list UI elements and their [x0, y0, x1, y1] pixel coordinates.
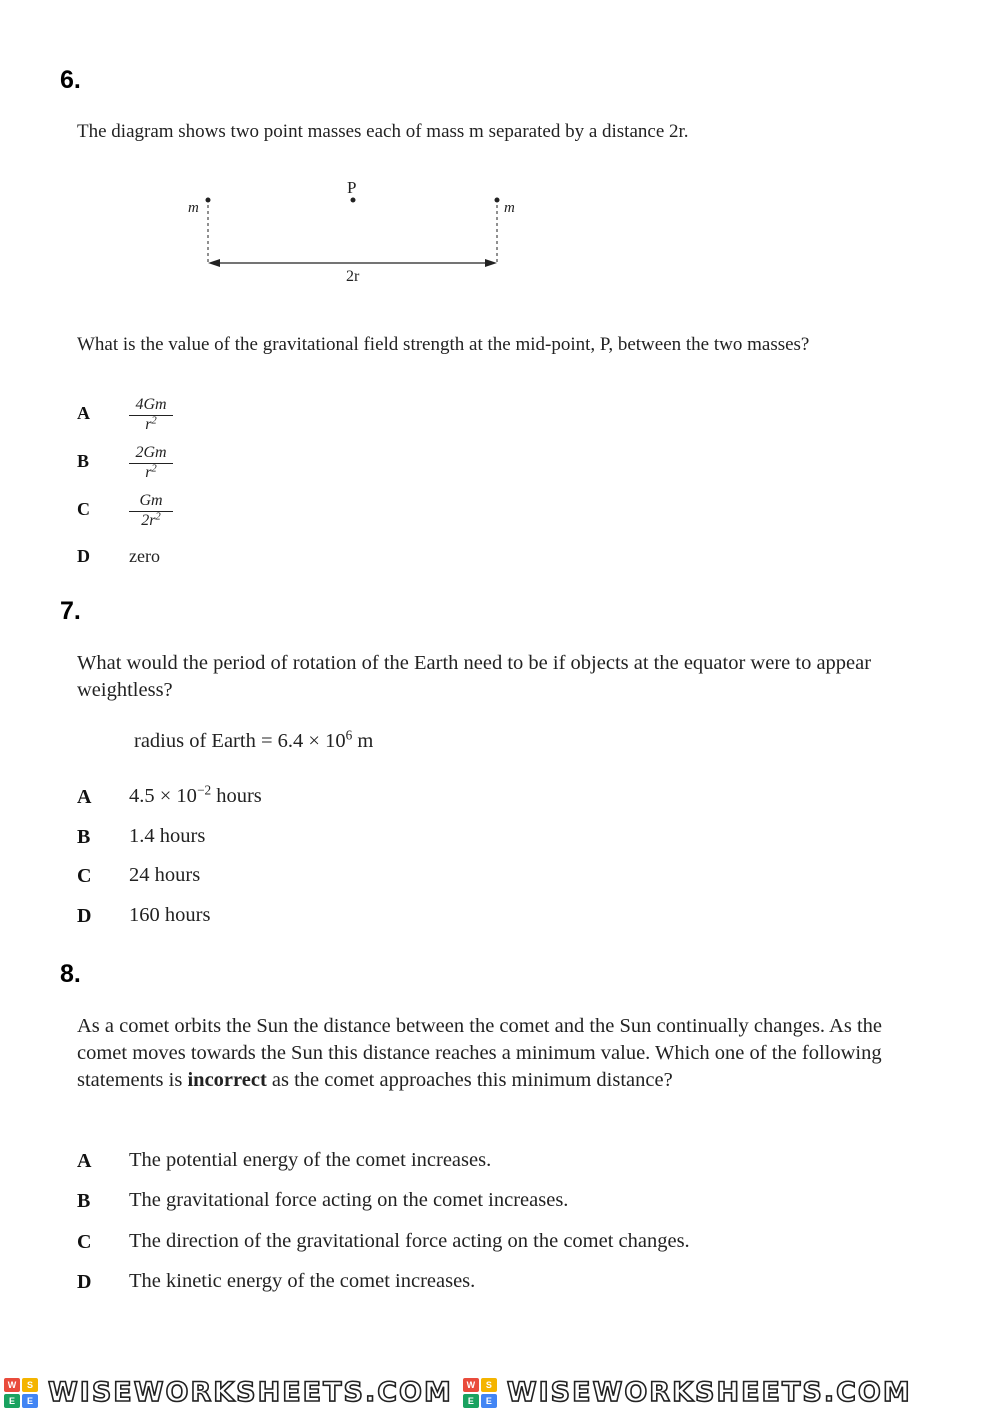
midpoint-p-dot — [351, 198, 356, 203]
q6-option-a-letter[interactable]: A — [77, 403, 90, 423]
brand-text: WISEWORKSHEETS.COM — [48, 1377, 453, 1408]
q7-option-b-letter[interactable]: B — [77, 826, 91, 848]
q6-option-d-value[interactable]: zero — [129, 546, 160, 566]
two-mass-diagram — [180, 172, 540, 292]
brand-text: WISEWORKSHEETS.COM — [506, 1377, 912, 1408]
arrowhead-right — [485, 259, 497, 267]
question-8-number: 8. — [60, 960, 81, 988]
q6-option-d-letter[interactable]: D — [77, 546, 90, 566]
question-7-stem: What would the period of rotation of the Earth need to be if objects at the equator were to appear weightless? — [77, 652, 872, 701]
logo-icon: W S E E — [4, 1378, 38, 1408]
q6-option-c-letter[interactable]: C — [77, 499, 90, 519]
q6-option-b-letter[interactable]: B — [77, 451, 90, 471]
question-6-stem: The diagram shows two point masses each of mass m separated by a distance 2r. — [77, 121, 689, 142]
left-mass-dot — [206, 198, 211, 203]
q8-option-c-letter[interactable]: C — [77, 1231, 92, 1253]
q6-option-a-value[interactable]: $\frac{4Gm}{r^2}$ — [129, 396, 173, 434]
question-6-number: 6. — [60, 66, 81, 94]
q8-option-b-letter[interactable]: B — [77, 1190, 91, 1212]
q7-option-a-value[interactable]: $4.5 \times 10^{-2}$ hours — [129, 782, 262, 807]
q8-option-c-value[interactable]: The direction of the gravitational force acting on the comet changes. — [129, 1230, 690, 1252]
q7-option-c-letter[interactable]: C — [77, 865, 92, 887]
q6-option-c-value[interactable]: $\frac{Gm}{2r^2}$ — [129, 492, 173, 530]
footer-watermark — [0, 1372, 1000, 1413]
q8-option-d-value[interactable]: The kinetic energy of the comet increases. — [129, 1270, 476, 1292]
q7-option-d-letter[interactable]: D — [77, 905, 92, 927]
question-6-question: What is the value of the gravitational field strength at the mid-point, P, between the two masses? — [77, 334, 810, 355]
q8-option-a-value[interactable]: The potential energy of the comet increases. — [129, 1149, 492, 1171]
q7-option-b-value[interactable]: 1.4 hours — [129, 825, 206, 847]
earth-radius-given: radius of Earth = $6.4 \times 10^6$ m — [134, 727, 374, 752]
q6-option-b-value[interactable]: $\frac{2Gm}{r^2}$ — [129, 444, 173, 482]
left-mass-label: m — [188, 200, 199, 216]
logo-icon: W S E E — [463, 1378, 497, 1408]
q7-option-d-value[interactable]: 160 hours — [129, 904, 211, 926]
distance-label: 2r — [346, 268, 360, 285]
right-mass-label: m — [504, 200, 515, 216]
q8-option-b-value[interactable]: The gravitational force acting on the comet increases. — [129, 1189, 569, 1211]
q7-option-c-value[interactable]: 24 hours — [129, 864, 201, 886]
incorrect-emphasis: incorrect — [187, 1069, 267, 1091]
question-7-number: 7. — [60, 597, 81, 625]
point-p-label: P — [347, 178, 357, 197]
q8-option-d-letter[interactable]: D — [77, 1271, 92, 1293]
right-mass-dot — [495, 198, 500, 203]
q7-option-a-letter[interactable]: A — [77, 786, 92, 808]
question-8-stem: As a comet orbits the Sun the distance between the comet and the Sun continually changes. As the comet moves towards the Sun this distance reaches a minimum value. Which one of the following statements is incorrect as the comet approaches this minimum distance? — [77, 1015, 882, 1091]
q8-option-a-letter[interactable]: A — [77, 1150, 92, 1172]
arrowhead-left — [208, 259, 220, 267]
